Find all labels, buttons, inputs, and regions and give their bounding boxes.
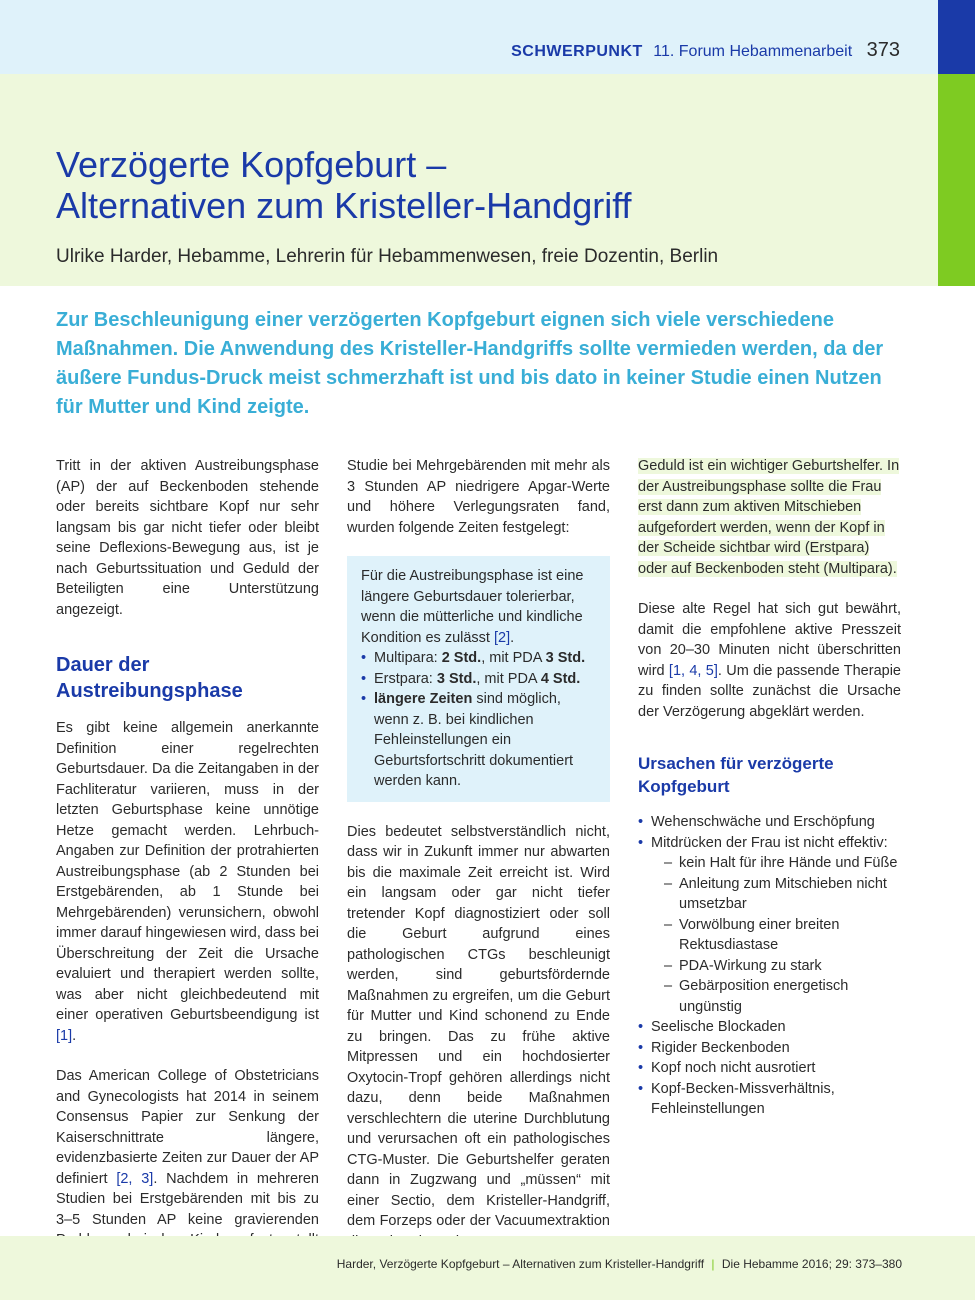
page-number: 373	[866, 39, 900, 61]
reference-link[interactable]: [1, 4, 5]	[668, 662, 718, 679]
sub-list-item: – Anleitung zum Mitschieben nicht umsetzbar	[651, 874, 901, 915]
reference-link[interactable]: [1]	[56, 1027, 73, 1044]
column-1	[56, 456, 319, 1271]
intro-paragraph: Tritt in der aktiven Austreibungsphase (AP) der auf Beckenboden stehende oder bereits sichtbare Kopf nur sehr langsam bis gar nicht tiefer oder bleibt seine Deflexions-Bewegung aus, ist je nach Geburtssituation und Geduld der Beteiligten eine Unterstützung angezeigt.	[56, 458, 319, 618]
list-item: • Kopf-Becken-Missverhältnis, Fehleinstellungen	[638, 1079, 901, 1120]
title-color-tab	[938, 74, 975, 286]
sub-list-item: – kein Halt für ihre Hände und Füße	[651, 853, 901, 874]
paragraph-text: Nachdem in mehreren Studien bei Erstgebärenden mit bis zu 3–5 Stunden AP keine gravierenden	[56, 1170, 319, 1228]
header-color-tab	[938, 0, 975, 74]
sub-list-item: – Vorwölbung einer breiten Rektusdiastase	[651, 915, 901, 956]
footer-journal: Die Hebamme 2016; 29: 373–380	[721, 1257, 902, 1271]
list-item: • Multipara: 2 Std., mit PDA 3 Std.	[361, 648, 596, 669]
author-line: Ulrike Harder, Hebamme, Lehrerin für Hebammenwesen, freie Dozentin, Berlin	[56, 246, 719, 267]
list-item: • Wehenschwäche und Erschöpfung	[638, 812, 901, 833]
list-item: • längere Zeiten sind möglich, wenn z. B. bei kindlichen Fehleinstellungen ein Geburtsfortschritt dokumentiert werden kann.	[361, 689, 596, 792]
reference-link[interactable]: [2]	[494, 629, 511, 646]
sub-list-item: – PDA-Wirkung zu stark	[651, 956, 901, 977]
paragraph-measures: Dies bedeutet selbstverständlich nicht, dass wir in Zukunft immer nur abwarten bis die maximale Zeit erreicht ist. Wird ein langsam oder gar nicht tiefer tretender Kopf diagnostiziert oder soll die Geburt aufgrund eines pathologischen CTGs beschleunigt werden, sind geburtsfördernde Maßnahmen zu ergreifen, um die Geburt für Mutter und Kind schonend zu Ende zu bringen. Das zu frühe aktive Mitpressen und ein hochdosierter Oxytocin-Tropf gehören allerdings nicht dazu, denn beide Maßnahmen verschlechtern die uterine Durchblutung und verursachen oft ein pathologisches CTG-Muster. Die Geburtshelfer geraten dann in Zugzwang und „müssen“ mit einer Sectio, dem Kristeller-Handgriff, dem Forzeps oder der Vacuumextraktion	[347, 823, 610, 1229]
article-title	[56, 144, 916, 226]
info-box-intro: Für die Austreibungsphase ist eine längere Geburtsdauer tolerierbar, wenn die mütterliche und kindliche Kondition es zulässt [2].	[361, 568, 584, 646]
page-footer	[337, 1257, 902, 1271]
info-box	[347, 556, 610, 802]
footer-title: Verzögerte Kopfgeburt – Alternativen zum Kristeller-Handgriff	[379, 1257, 705, 1271]
footer-author: Harder,	[336, 1257, 377, 1271]
paragraph-acog: Das American College of Obstetricians and Gynecologists hat 2014 in seinem Consensus Papier zur Senkung der Kaiserschnittrate längere, evidenzbasierte Zeiten zur Dauer der AP definiert [2, 3]. Nachdem in mehreren Studien bei Erstgebärenden mit bis zu 3–5 Stunden AP keine gravierenden	[56, 1066, 319, 1271]
paragraph-definition: Es gibt keine allgemein anerkannte Definition einer regelrechten Geburtsdauer. Da die Zeitangaben in der Fachliteratur variieren, muss in der letzten Geburtsphase keine unnötige Hetze gemacht werden. Lehrbuch-Angaben zur Definition der protrahierten Austreibungsphase (ab 2 Stunden bei Erstgebärenden, ab 1 Stunde bei Mehrgebärenden) verunsichern, obwohl immer darauf hingewiesen wird, dass bei Überschreitung der Zeit die Ursache evaluiert und therapiert werden sollte, was aber nicht gleichbedeutend mit einer operativen Geburtsbeendigung ist [1].	[56, 720, 319, 1044]
paragraph-text: Das American College of Obstetricians and Gynecologists hat 2014 in seinem Consensus Papier zur Senkung der Kaiserschnittrate längere, evidenzbasierte Zeiten zur Dauer der AP definiert	[56, 1068, 319, 1187]
sub-list	[651, 853, 901, 1017]
list-item: • Seelische Blockaden	[638, 1017, 901, 1038]
paragraph-continued: Studie bei Mehrgebärenden mit mehr als 3 Stunden AP niedrigere Apgar-Werte und höhere Verlegungsraten fand, wurden folgende Zeiten festgelegt:	[347, 458, 610, 536]
info-box-list	[361, 648, 596, 792]
lead-paragraph: Zur Beschleunigung einer verzögerten Kopfgeburt eignen sich viele verschiedene Maßnahmen. Die Anwendung des Kristeller-Handgriffs sollte vermieden werden, da der äußere Fundus-Druck meist schmerzhaft ist und bis dato in keiner Studie einen Nutzen für Mutter und Kind zeigte.	[56, 309, 884, 418]
running-header	[511, 39, 900, 63]
section-label: SCHWERPUNKT	[511, 43, 643, 60]
causes-list	[638, 812, 901, 1120]
section-heading-ursachen: Ursachen für verzögerte Kopfgeburt	[638, 754, 834, 796]
list-item: • Erstpara: 3 Std., mit PDA 4 Std.	[361, 669, 596, 690]
column-3	[638, 456, 901, 1120]
column-2	[347, 456, 610, 1252]
highlight-quote: Geduld ist ein wichtiger Geburtshelfer. In der Austreibungsphase sollte die Frau erst dann zum aktiven Mitschieben aufgefordert werden, wenn der Kopf in der Scheide sichtbar wird (Erstpara) oder auf Beckenboden steht (Multipara).	[638, 458, 900, 577]
sub-list-item: – Gebärposition energetisch ungünstig	[651, 976, 901, 1017]
paragraph-text: Es gibt keine allgemein anerkannte Definition einer regelrechten Geburtsdauer. Da die Zeitangaben in der Fachliteratur variieren, muss in der letzten Geburtsphase keine unnötige Hetze gemacht werden. Lehrbuch-Angaben zur Definition der protrahierten Austreibungsphase (ab 2 Stunden bei Erstgebärenden, ab 1 Stunde bei Mehrgebärenden) verunsichern, obwohl immer darauf hingewiesen wird, dass bei Überschreitung der Zeit die Ursache evaluiert und therapiert werden sollte, was aber nicht gleichbedeutend mit einer operativen Geburtsbeendigung ist	[56, 720, 319, 1023]
list-item: • Rigider Beckenboden	[638, 1038, 901, 1059]
list-item: • Mitdrücken der Frau ist nicht effektiv: – kein Halt für ihre Hände und Füße – Anleitung zum Mitschieben nicht umsetzbar – Vorwölbung einer breiten Rektusdiastase – PDA-Wirkung zu stark – Gebärposition energetisch ungünstig	[638, 833, 901, 1018]
reference-link[interactable]: [2, 3]	[116, 1170, 154, 1187]
title-line-2: Alternativen zum Kristeller-Handgriff	[56, 185, 632, 226]
footer-separator: |	[711, 1257, 715, 1271]
list-item: • Kopf noch nicht ausrotiert	[638, 1058, 901, 1079]
title-line-1: Verzögerte Kopfgeburt –	[56, 144, 447, 185]
paragraph-rule: Diese alte Regel hat sich gut bewährt, damit die empfohlene aktive Presszeit von 20–30 Minuten nicht überschritten wird [1, 4, 5]. Um die passende Therapie zu finden sollte zunächst die Ursache der Verzögerung abgeklärt werden.	[638, 601, 901, 720]
section-heading-dauer: Dauer der Austreibungsphase	[56, 654, 243, 702]
forum-label: 11. Forum Hebammenarbeit	[653, 43, 853, 60]
